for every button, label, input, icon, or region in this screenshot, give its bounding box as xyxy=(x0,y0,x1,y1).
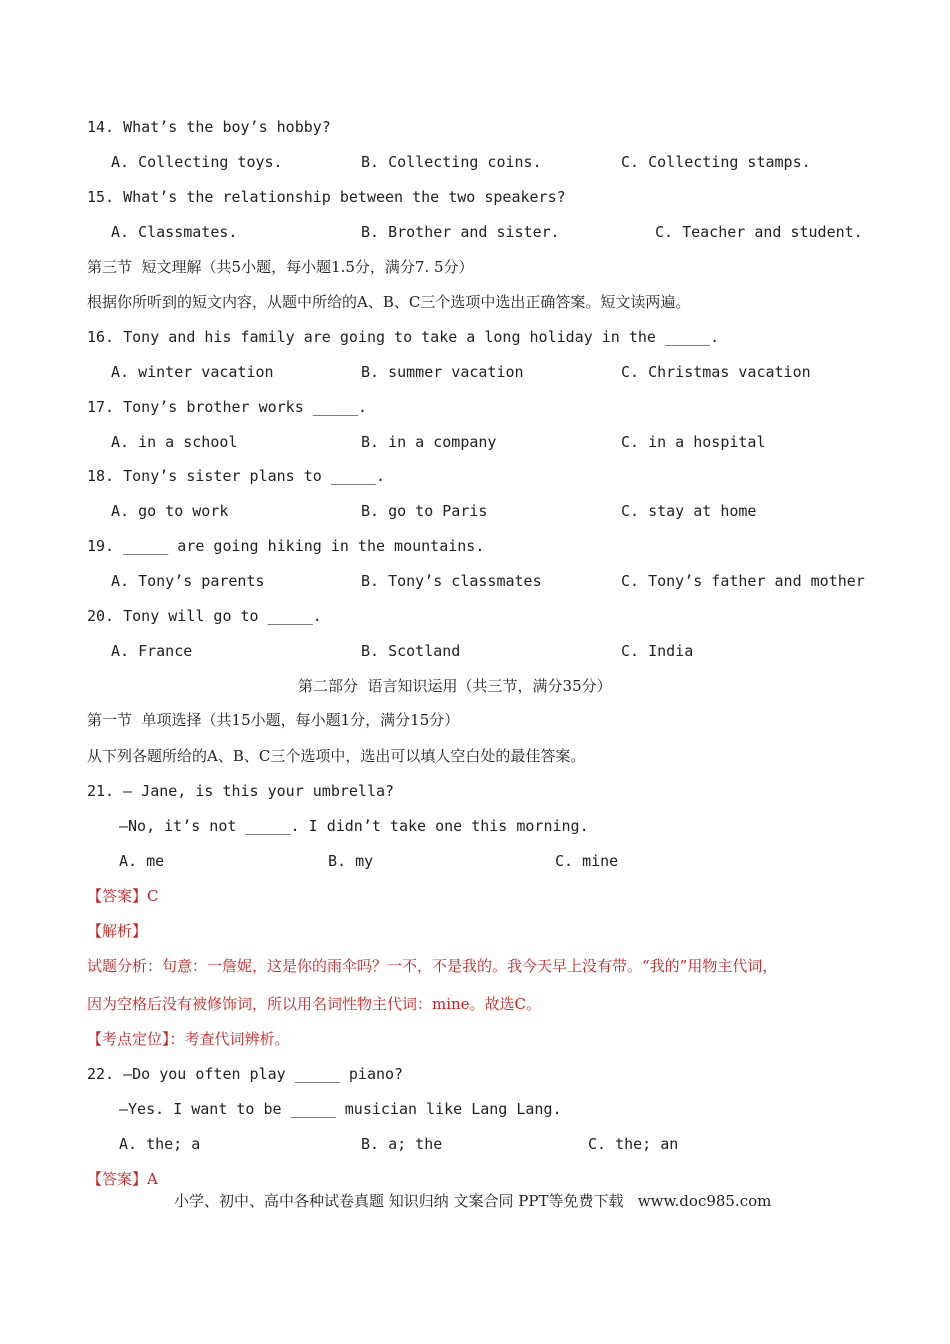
q21-analysis-line-2: 因为空格后没有被修饰词，所以用名词性物主代词：mine。故选C。 xyxy=(87,995,542,1013)
q20-option-c: C. India xyxy=(621,642,694,660)
q21-stem-2: —No, it’s not _____. I didn’t take one this morning. xyxy=(119,817,589,835)
q20-option-b: B. Scotland xyxy=(361,642,461,660)
section3-title: 第三节 短文理解（共5小题，每小题1.5分，满分7. 5分） xyxy=(87,258,474,276)
page-footer: 小学、初中、高中各种试卷真题 知识归纳 文案合同 PPT等免费下载 www.doc985.com xyxy=(174,1192,772,1210)
part2-title: 第二部分 语言知识运用（共三节，满分35分） xyxy=(298,677,612,695)
q21-option-c: C. mine xyxy=(555,852,619,870)
q17-option-b: B. in a company xyxy=(361,433,497,451)
q15-option-c: C. Teacher and student. xyxy=(655,223,863,241)
q21-stem-1: 21. — Jane, is this your umbrella? xyxy=(87,782,395,800)
q18-option-b: B. go to Paris xyxy=(361,502,488,520)
q19-option-b: B. Tony’s classmates xyxy=(361,572,542,590)
q21-option-a: A. me xyxy=(119,852,165,870)
q21-analysis-line-1: 试题分析：句意：一詹妮，这是你的雨伞吗？一不，不是我的。我今天早上没有带。“我的”用物主代词， xyxy=(87,957,778,975)
q15-stem: 15. What’s the relationship between the two speakers? xyxy=(87,188,566,206)
part2-section1-instruction: 从下列各题所给的A、B、C三个选项中，选出可以填人空白处的最佳答案。 xyxy=(87,747,586,765)
q16-option-c: C. Christmas vacation xyxy=(621,363,811,381)
q21-option-b: B. my xyxy=(328,852,374,870)
q14-stem: 14. What’s the boy’s hobby? xyxy=(87,118,331,136)
q22-stem-2: —Yes. I want to be _____ musician like Lang Lang. xyxy=(119,1100,562,1118)
q22-option-c: C. the; an xyxy=(588,1135,679,1153)
q18-option-a: A. go to work xyxy=(111,502,229,520)
q16-option-b: B. summer vacation xyxy=(361,363,524,381)
part2-section1-title: 第一节 单项选择（共15小题，每小题1分，满分15分） xyxy=(87,711,460,729)
q18-stem: 18. Tony’s sister plans to _____. xyxy=(87,467,386,485)
q19-option-a: A. Tony’s parents xyxy=(111,572,265,590)
q21-point: 【考点定位】：考查代词辨析。 xyxy=(87,1030,290,1048)
q22-option-b: B. a; the xyxy=(361,1135,443,1153)
q16-option-a: A. winter vacation xyxy=(111,363,274,381)
q15-option-b: B. Brother and sister. xyxy=(361,223,560,241)
q21-answer: 【答案】C xyxy=(87,887,159,905)
q15-option-a: A. Classmates. xyxy=(111,223,238,241)
q14-option-b: B. Collecting coins. xyxy=(361,153,542,171)
section3-instruction: 根据你所听到的短文内容，从题中所给的A、B、C三个选项中选出正确答案。短文读两遍。 xyxy=(87,293,691,311)
q20-stem: 20. Tony will go to _____. xyxy=(87,607,322,625)
q16-stem: 16. Tony and his family are going to take a long holiday in the _____. xyxy=(87,328,720,346)
q19-stem: 19. _____ are going hiking in the mountains. xyxy=(87,537,485,555)
q14-option-c: C. Collecting stamps. xyxy=(621,153,811,171)
q19-option-c: C. Tony’s father and mother xyxy=(621,572,865,590)
q17-stem: 17. Tony’s brother works _____. xyxy=(87,398,367,416)
q22-answer: 【答案】A xyxy=(87,1170,158,1188)
q17-option-c: C. in a hospital xyxy=(621,433,766,451)
q17-option-a: A. in a school xyxy=(111,433,238,451)
q14-option-a: A. Collecting toys. xyxy=(111,153,283,171)
q18-option-c: C. stay at home xyxy=(621,502,757,520)
q21-analysis-label: 【解析】 xyxy=(87,922,148,940)
q22-stem-1: 22. —Do you often play _____ piano? xyxy=(87,1065,404,1083)
q20-option-a: A. France xyxy=(111,642,193,660)
q22-option-a: A. the; a xyxy=(119,1135,201,1153)
